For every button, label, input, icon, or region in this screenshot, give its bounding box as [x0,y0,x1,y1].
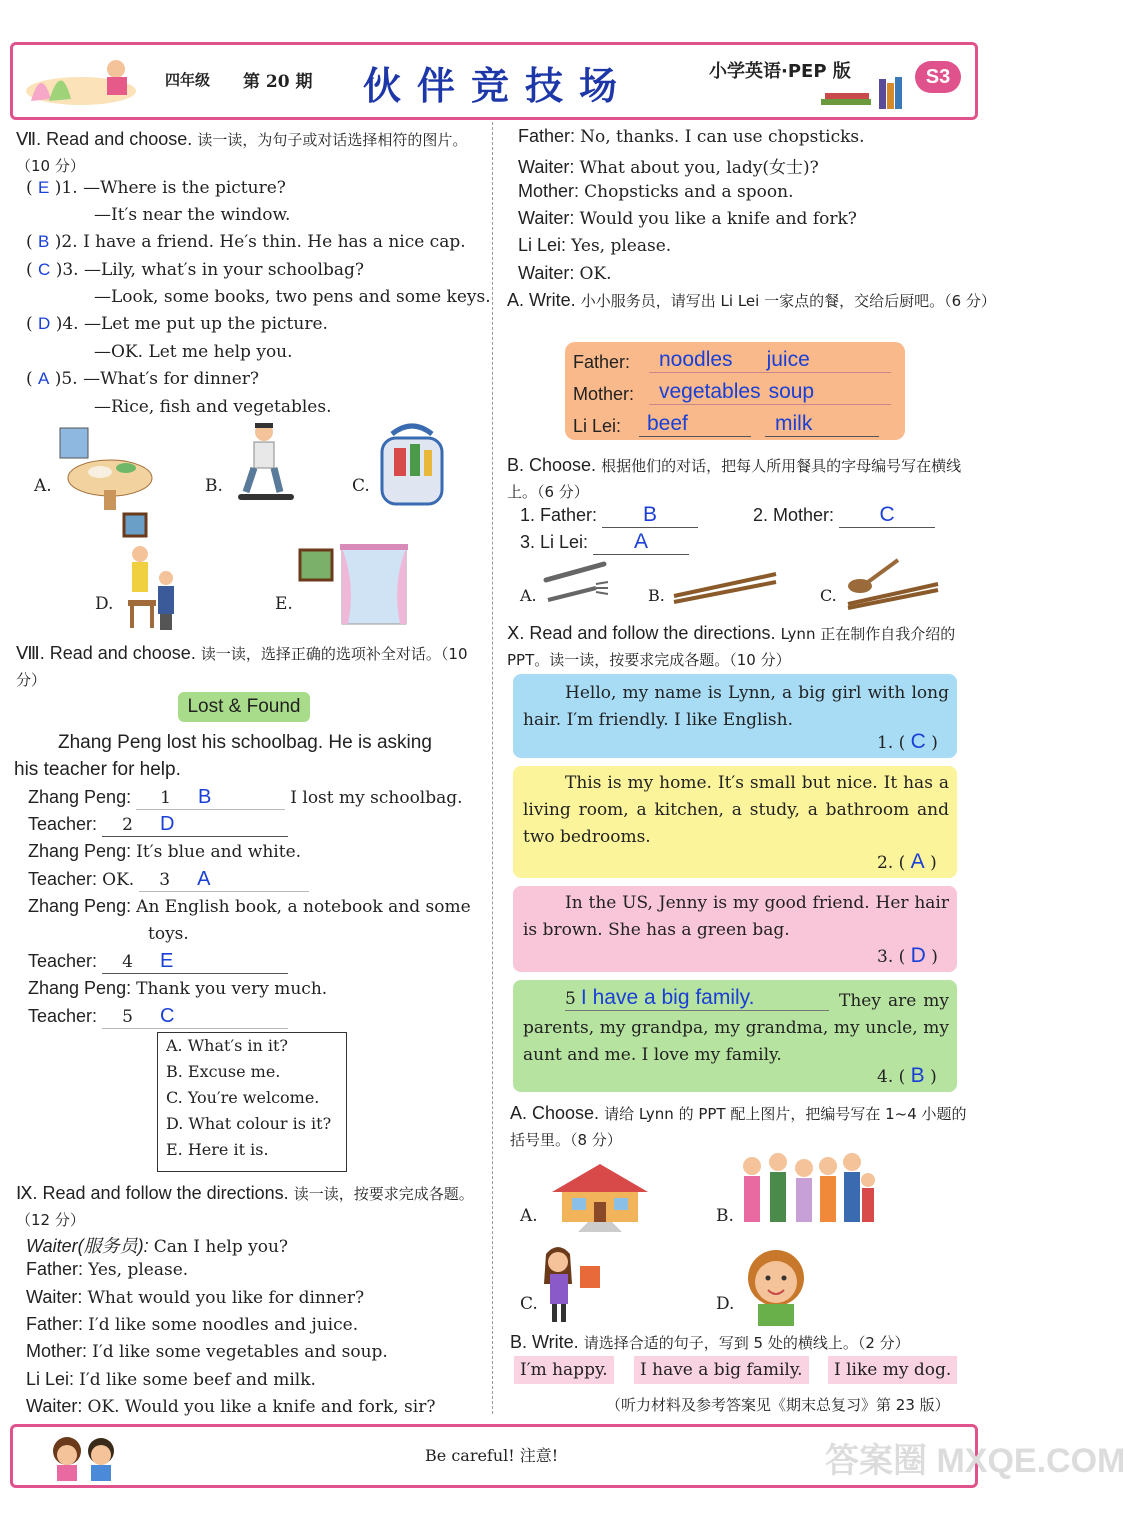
sentence-option-3: I like my dog. [828,1356,957,1384]
q7-3-line1: —Lily, what′s in your schoolbag? [84,260,364,280]
answer-7-2: B [38,232,50,251]
ppt-1-answer: C [910,730,926,753]
ppt-slide-1-text: Hello, my name is Lynn, a big girl with long hair. I′m friendly. I like English. [523,683,949,730]
speaker: Li Lei: [26,1368,75,1389]
speaker: Father: [26,1259,84,1280]
section-10a-title: A. Choose. [510,1103,600,1123]
subject-label: 小学英语·PEP 版 [709,61,851,82]
page-footer [10,1424,1125,1488]
line-4-text: OK. [102,870,135,890]
option-a: A. What′s in it? [166,1036,289,1055]
dialogue-9-left-line [26,1314,358,1335]
q7-2-line1: I have a friend. He′s thin. He has a nice cap. [83,232,466,252]
tableware-mother-answer: C [879,503,895,526]
dialogue-9-right-line [518,126,865,147]
picture-a-label: A. [34,476,52,496]
ppt-2-close: ) [930,853,937,873]
speaker-zhang-peng: Zhang Peng: [28,978,132,998]
happy-girl-icon [740,1244,812,1326]
question-7-2: ( B )2. I have a friend. He′s thin. He has a nice cap. [26,232,466,252]
tableware-mother-label: 2. Mother: [753,505,835,525]
dialogue-9-left-line [26,1341,388,1362]
speaker: Waiter(服务员): [26,1236,149,1256]
chopsticks-icon [670,570,780,606]
blank-2-answer: D [159,813,175,835]
section-10b-heading [510,1332,910,1353]
section-10-title: Ⅹ. Read and follow the directions. [507,623,776,643]
dialogue-9-left-line [26,1259,188,1280]
ppt-picture-a-label: A. [520,1206,538,1226]
speaker-zhang-peng: Zhang Peng: [28,896,132,916]
dialogue-9-right-line [518,153,819,178]
q7-5-line2: —Rice, fish and vegetables. [94,397,332,417]
order-father-drink: juice [766,348,810,371]
watermark: 答案圈 MXQE.COM [825,1442,1125,1480]
sentence-option-2: I have a big family. [634,1356,809,1384]
house-icon [548,1162,652,1232]
speaker: Waiter: [26,1395,83,1416]
ppt-slide-4 [513,980,957,1092]
ppt-3-answer: D [910,944,926,967]
section-9b-title: B. Choose. [507,455,597,475]
ppt-2-answer: A [910,850,925,873]
speaker-teacher: Teacher: [28,869,98,889]
ppt-4-answer: B [910,1064,925,1087]
dialogue-9-left-line [26,1369,316,1390]
section-9a-title: A. Write. [507,290,576,310]
speaker: Father: [518,126,576,146]
issue-label: 第 20 期 [243,72,313,92]
utterance: Can I help you? [153,1237,289,1257]
picture-d-label: D. [95,594,114,614]
tableware-lilei-label: 3. Li Lei: [520,532,589,552]
page-title: 伙伴竞技场 [363,64,634,108]
line-5-text: An English book, a notebook and some [136,897,471,917]
line-5-continued: toys. [148,924,189,944]
ppt-picture-d-label: D. [716,1294,735,1314]
tableware-father-answer: B [643,503,658,526]
blank-4-answer: E [159,950,174,972]
section-9-instructions: 读一读，按要求完成各题。（12 分） [16,1185,474,1229]
intro-line-1: Zhang Peng lost his schoolbag. He is asking [58,732,432,753]
question-7-5: ( A )5. —What′s for dinner? [26,369,260,389]
ppt-4-number: 4. ( [877,1067,906,1087]
order-mother-soup: soup [768,380,815,403]
window-picture-icon [298,544,410,626]
grade-label: 四年级 [165,71,211,89]
section-9-title: Ⅸ. Read and follow the directions. [16,1183,289,1203]
tableware-mother [753,503,935,528]
section-10a-heading [510,1100,970,1153]
page-header [10,42,978,120]
section-9b-instructions: 根据他们的对话，把每人所用餐具的字母编号写在横线上。（6 分） [507,457,962,501]
ppt-slide-3-text: In the US, Jenny is my good friend. Her hair is brown. She has a green bag. [523,893,949,940]
line-1-text: I lost my schoolbag. [290,788,463,808]
blank-1-answer: B [198,786,212,808]
ppt-slide-2-text: This is my home. It′s small but nice. It has a living room, a kitchen, a study, a bathroom and two bedrooms. [523,773,949,847]
speaker: Mother: [518,180,580,201]
order-lilei-drink: milk [775,412,813,435]
intro-line-2: his teacher for help. [14,759,181,780]
dialogue-line-6: Teacher: 4 E [28,950,288,974]
dialogue-9-right-line [518,263,611,284]
answer-7-4: D [38,314,51,333]
speaker: Waiter: [26,1286,83,1307]
children-icon [39,1429,129,1483]
order-father-food: noodles [659,348,733,371]
option-d: D. What colour is it? [166,1114,332,1133]
tableware-father-label: 1. Father: [520,505,598,525]
question-7-4: ( D )4. —Let me put up the picture. [26,314,328,334]
option-c: C. You′re welcome. [166,1088,320,1107]
utterance: What about you, lady(女士)? [579,158,819,179]
schoolbag-icon [374,424,450,510]
sentence-option-1: I′m happy. [514,1356,614,1384]
utterance: What would you like for dinner? [87,1287,365,1308]
options-box [157,1032,347,1172]
picture-c-label: C. [352,476,370,496]
ppt-3-close: ) [931,947,938,967]
speaker: Waiter: [518,207,575,228]
blank-5-answer: C [159,1005,175,1027]
dialogue-line-2: Teacher: 2 D [28,813,288,837]
ppt-picture-c-label: C. [520,1294,538,1314]
ppt-slide-3 [513,886,957,972]
section-9a-heading [507,290,996,311]
speaker-teacher: Teacher: [28,814,98,834]
speaker: Waiter: [518,157,575,178]
blank-3-answer: A [197,868,211,890]
putting-up-picture-icon [118,512,182,634]
dialogue-9-left-line [26,1287,364,1308]
option-e: E. Here it is. [166,1140,269,1159]
answer-7-5: A [38,369,50,388]
dialogue-9-right-line [518,208,857,229]
q7-3-line2: —Look, some books, two pens and some keys. [94,287,491,307]
question-7-1: ( E )1. —Where is the picture? [26,178,286,198]
section-7-heading [16,126,478,179]
utterance: I′d like some vegetables and soup. [92,1342,388,1363]
order-mother-label: Mother: [573,384,635,404]
section-9-heading [16,1180,478,1233]
q7-1-line2: —It′s near the window. [94,205,291,225]
ppt-slide-4-answer [877,1064,937,1088]
speaker-zhang-peng: Zhang Peng: [28,841,132,861]
utterance: I′d like some noodles and juice. [88,1314,359,1335]
section-7-instructions: 读一读，为句子或对话选择相符的图片。（10 分） [16,131,468,175]
skateboard-boy-icon [228,420,298,506]
answer-7-1: E [38,178,50,197]
tableware-lilei-answer: A [634,530,649,553]
order-mother-food: vegetables [659,380,761,403]
speaker-teacher: Teacher: [28,1006,98,1026]
dialogue-line-4: Teacher: OK. 3 A [28,868,309,892]
q7-5-line1: —What′s for dinner? [83,369,260,389]
lost-and-found-badge: Lost & Found [178,692,310,722]
dialogue-9-left-line [26,1232,288,1258]
option-b: B. Excuse me. [166,1062,281,1081]
ppt-slide-4-text: They are my parents, my grandpa, my grandma, my uncle, my aunt and me. I love my family. [523,991,949,1065]
utterance: Yes, please. [571,236,672,257]
dialogue-line-7 [28,978,327,999]
dialogue-line-3 [28,841,301,862]
order-lilei-label: Li Lei: [573,416,622,436]
dinner-table-icon [60,428,156,512]
speaker: Father: [26,1313,84,1334]
ppt-slide-2 [513,766,957,878]
ppt-slide-1 [513,674,957,758]
chopsticks-and-spoon-icon [842,556,942,610]
section-10-instructions: Lynn 正在制作自我介绍的 PPT。读一读，按要求完成各题。（10 分） [507,625,956,669]
section-8-title: Ⅷ. Read and choose. [16,643,196,663]
ppt-slide-3-answer [877,944,938,968]
speaker: Li Lei: [518,235,567,256]
dialogue-line-1: Zhang Peng: 1 B I lost my schoolbag. [28,786,463,808]
blank-5-written-answer: I have a big family. [580,986,755,1009]
dialogue-9-right-line [518,181,793,202]
blank-5-number: 5 [565,989,576,1009]
order-card [565,342,905,440]
ppt-4-close: ) [930,1067,937,1087]
section-7-title: Ⅶ. Read and choose. [16,129,193,149]
q7-4-line1: —Let me put up the picture. [84,314,328,334]
column-divider [492,122,493,1414]
dialogue-9-right-line [518,235,671,256]
big-family-icon [738,1150,880,1234]
section-10b-instructions: 请选择合适的句子，写到 5 处的横线上。（2 分） [583,1334,910,1352]
picture-b-label: B. [205,476,223,496]
q7-1-line1: —Where is the picture? [83,178,286,198]
dialogue-9-left-line [26,1396,435,1417]
tableware-b-label: B. [648,586,665,605]
ppt-2-number: 2. ( [877,853,906,873]
speaker: Waiter: [518,262,575,283]
order-father-label: Father: [573,352,631,372]
ppt-slide-1-answer [877,730,938,754]
line-3-text: It′s blue and white. [136,842,302,862]
speaker-zhang-peng: Zhang Peng: [28,787,132,807]
line-7-text: Thank you very much. [136,979,328,999]
section-10b-title: B. Write. [510,1332,579,1352]
section-9b-heading [507,452,969,505]
speaker: Mother: [26,1341,88,1362]
q7-4-line2: —OK. Let me help you. [94,342,293,362]
section-8-heading [16,640,478,693]
section-10a-instructions: 请给 Lynn 的 PPT 配上图片，把编号写在 1~4 小题的括号里。（8 分） [510,1105,967,1149]
tableware-c-label: C. [820,586,837,605]
utterance: OK. [579,263,612,284]
girl-with-bag-icon [540,1244,604,1326]
utterance: OK. Would you like a knife and fork, sir? [87,1396,436,1417]
answer-7-3: C [38,260,51,279]
section-8-instructions: 读一读，选择正确的选项补全对话。（10 分） [16,645,468,689]
utterance: No, thanks. I can use chopsticks. [580,127,865,147]
speaker-teacher: Teacher: [28,951,98,971]
utterance: I′d like some beef and milk. [79,1369,316,1390]
footer-text: Be careful! 注意! [425,1446,559,1465]
question-7-3: ( C )3. —Lily, what′s in your schoolbag? [26,260,364,280]
section-10-heading [507,620,969,673]
header-decoration-icon [21,51,141,109]
section-9a-instructions: 小小服务员，请写出 Li Lei 一家点的餐，交给后厨吧。（6 分） [580,292,996,310]
knife-and-fork-icon [542,560,612,606]
ppt-slide-2-answer [877,850,937,874]
order-lilei-food: beef [647,412,688,435]
utterance: Chopsticks and a spoon. [584,181,794,202]
utterance: Would you like a knife and fork? [579,208,857,229]
dialogue-line-5 [28,896,471,917]
utterance: Yes, please. [88,1260,189,1281]
page-badge: S3 [915,61,961,93]
tableware-father [520,503,698,528]
picture-e-label: E. [275,594,293,614]
books-icon [821,75,911,113]
dialogue-line-8: Teacher: 5 C [28,1005,288,1029]
ppt-3-number: 3. ( [877,947,906,967]
ppt-1-number: 1. ( [877,733,906,753]
answer-key-note: （听力材料及参考答案见《期末总复习》第 23 版） [606,1396,950,1414]
ppt-picture-b-label: B. [716,1206,734,1226]
tableware-lilei [520,530,689,555]
ppt-1-close: ) [931,733,938,753]
tableware-a-label: A. [520,586,537,605]
